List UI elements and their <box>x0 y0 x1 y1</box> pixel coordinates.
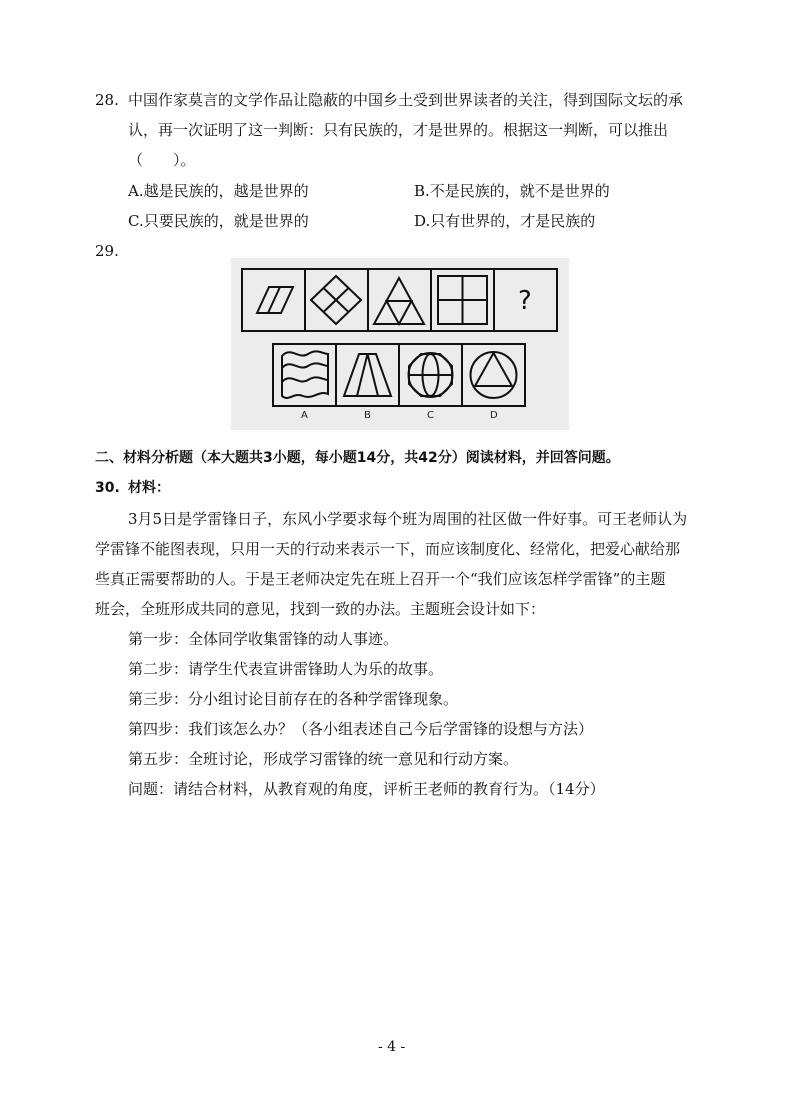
q28-stem-line-1: 中国作家莫言的文学作品让隐蔽的中国乡土受到世界读者的关注，得到国际文坛的承 <box>128 91 684 109</box>
option-c-circle-octagon-shape <box>409 353 453 397</box>
option-a-wavy-shape <box>282 351 328 398</box>
option-d-triangle-in-circle-shape <box>471 352 517 398</box>
divided-triangle-shape <box>374 278 424 324</box>
question-mark: ? <box>518 286 532 316</box>
q30-paragraph-line-1: 3月5日是学雷锋日子，东风小学要求每个班为周围的社区做一件好事。可王老师认为 <box>128 510 688 528</box>
option-label-c: C <box>427 410 434 421</box>
q28-number: 28. <box>95 91 119 109</box>
q30-material-label: 材料： <box>128 480 170 496</box>
divided-diamond-shape <box>311 276 361 324</box>
q28-stem-line-3: （ ）。 <box>128 151 196 169</box>
option-label-b: B <box>364 410 371 421</box>
option-label-a: A <box>301 410 308 421</box>
q28-option-b: B.不是民族的，就不是世界的 <box>414 182 610 200</box>
q30-step-5: 第五步：全班讨论，形成学习雷锋的统一意见和行动方案。 <box>128 750 519 768</box>
q29-number: 29. <box>95 242 119 260</box>
q29-figure <box>231 258 569 430</box>
q28-option-d: D.只有世界的，才是民族的 <box>414 212 596 230</box>
q28-option-c: C.只要民族的，就是世界的 <box>128 212 309 230</box>
q30-question: 问题：请结合材料，从教育观的角度，评析王老师的教育行为。（14分） <box>128 780 605 798</box>
q30-paragraph-line-2: 学雷锋不能图表现，只用一天的行动来表示一下，而应该制度化、经常化，把爱心献给那 <box>95 540 681 558</box>
q30-paragraph-line-3: 些真正需要帮助的人。于是王老师决定先在班上召开一个“我们应该怎样学雷锋”的主题 <box>95 570 666 588</box>
page-number: - 4 - <box>378 1039 406 1055</box>
q30-step-1: 第一步：全体同学收集雷锋的动人事迹。 <box>128 630 399 648</box>
option-label-d: D <box>490 410 498 421</box>
q30-step-2: 第二步：请学生代表宣讲雷锋助人为乐的故事。 <box>128 660 444 678</box>
q30-step-4: 第四步：我们该怎么办？（各小组表述自己今后学雷锋的设想与方法） <box>128 720 594 738</box>
option-b-trapezoid-shape <box>344 354 391 396</box>
q30-number: 30. <box>95 480 120 496</box>
q30-paragraph-line-4: 班会，全班形成共同的意见，找到一致的办法。主题班会设计如下： <box>95 600 546 618</box>
q28-stem-line-2: 认，再一次证明了这一判断：只有民族的，才是世界的。根据这一判断，可以推出 <box>128 121 669 139</box>
q30-step-3: 第三步：分小组讨论目前存在的各种学雷锋现象。 <box>128 690 459 708</box>
section-2-heading: 二、材料分析题（本大题共3小题，每小题14分，共42分）阅读材料，并回答问题。 <box>95 450 620 466</box>
divided-square-shape <box>438 276 487 324</box>
q28-option-a: A.越是民族的，越是世界的 <box>128 182 309 200</box>
parallelogram-shape <box>257 287 293 313</box>
q29-figure-svg <box>231 258 569 430</box>
